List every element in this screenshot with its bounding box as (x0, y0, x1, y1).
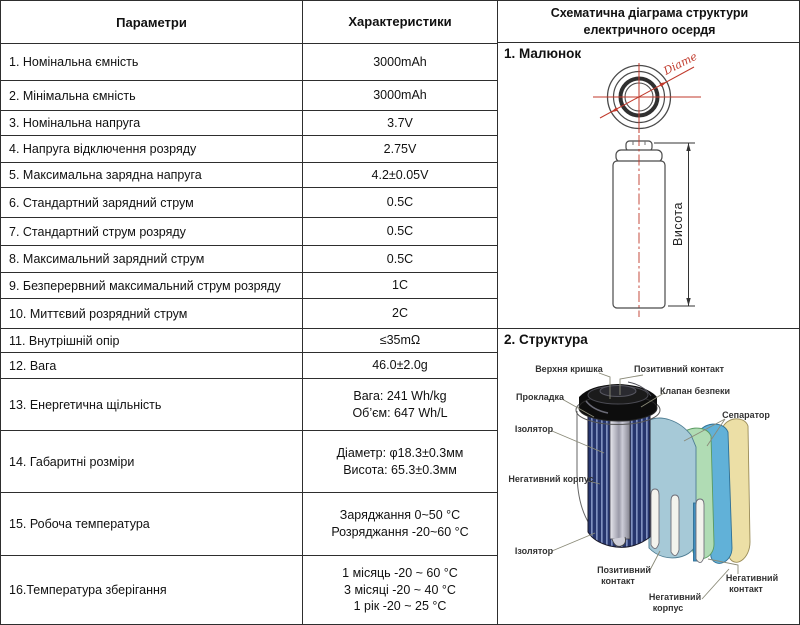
value-cell (303, 353, 497, 378)
negative-case-bottom-label-l1: Негативний (648, 592, 702, 602)
top-cap-label: Верхня кришка (535, 364, 603, 374)
table-row (1, 493, 497, 556)
battery-drawing (498, 43, 799, 328)
table-row (1, 163, 497, 188)
value-line: ≤35mΩ (379, 333, 421, 348)
table-row (1, 136, 497, 163)
separator-label: Сепаратор (722, 410, 770, 420)
table-row (1, 329, 497, 353)
value-cell (303, 163, 497, 187)
table-row (1, 556, 497, 624)
height-dimension-label: Висота (671, 202, 685, 246)
param-cell: 3. Номінальна напруга (1, 111, 303, 135)
value-cell (303, 218, 497, 245)
table-row (1, 218, 497, 246)
table-row (1, 246, 497, 273)
diameter-dimension-label: Diame (661, 49, 700, 78)
param-cell: 7. Стандартний струм розряду (1, 218, 303, 245)
table-row (1, 81, 497, 111)
gasket-label: Прокладка (515, 392, 565, 402)
value-cell (303, 44, 497, 80)
battery-top-view (593, 50, 701, 133)
value-cell (303, 246, 497, 272)
value-line: 1 рік -20 ~ 25 °C (353, 599, 447, 614)
positive-contact-bottom-label-l1: Позитивний (597, 565, 651, 575)
negative-contact-label-l1: Негативний (725, 573, 779, 583)
param-cell: 8. Максимальний зарядний струм (1, 246, 303, 272)
param-cell: 1. Номінальна ємність (1, 44, 303, 80)
value-cell (303, 273, 497, 298)
value-line: 0.5C (386, 224, 414, 239)
value-line: Заряджання 0~50 °C (339, 508, 461, 523)
value-line: 3.7V (387, 115, 413, 130)
schematic-panel (498, 1, 800, 624)
value-cell (303, 379, 497, 430)
value-line: 1C (392, 278, 408, 293)
battery-structure-illustration (498, 329, 799, 623)
figure-section (498, 43, 800, 329)
table-row (1, 299, 497, 329)
value-line: Вага: 241 Wh/kg (353, 388, 447, 403)
structure-section-title: 2. Структура (504, 332, 588, 347)
insulator-bottom-label: Ізолятор (514, 546, 554, 556)
table-row (1, 431, 497, 493)
schematic-title-line1: Схематична діаграма структури (550, 6, 749, 21)
positive-contact-top-label: Позитивний контакт (634, 364, 724, 374)
value-line: 2C (392, 306, 408, 321)
value-cell (303, 188, 497, 217)
insulator-top-label: Ізолятор (514, 424, 554, 434)
value-cell (303, 493, 497, 555)
value-line: 3000mAh (373, 88, 427, 103)
param-header-cell: Параметри (1, 1, 303, 43)
value-cell (303, 81, 497, 110)
negative-case-left-label: Негативний корпус (508, 474, 594, 484)
schematic-title-line2: електричного осердя (583, 22, 716, 37)
negative-contact-label-l2: контакт (729, 584, 763, 594)
table-row (1, 273, 497, 299)
value-line: 3 місяці -20 ~ 40 °C (344, 582, 456, 597)
value-line: 0.5C (386, 195, 414, 210)
value-line: Висота: 65.3±0.3мм (343, 462, 457, 477)
param-cell: 5. Максимальна зарядна напруга (1, 163, 303, 187)
spec-table (1, 1, 498, 624)
value-cell (303, 299, 497, 328)
param-cell: 14. Габаритні розміри (1, 431, 303, 492)
structure-section (498, 329, 800, 624)
value-line: 0.5C (386, 251, 414, 266)
table-row (1, 188, 497, 218)
table-row (1, 379, 497, 431)
value-line: 46.0±2.0g (372, 358, 428, 373)
safety-valve-label: Клапан безпеки (659, 386, 731, 396)
battery-side-view (613, 135, 695, 317)
value-line: 1 місяць -20 ~ 60 °C (342, 565, 458, 580)
table-row (1, 44, 497, 81)
spec-table-rows (1, 44, 497, 624)
param-cell: 12. Вага (1, 353, 303, 378)
value-cell (303, 329, 497, 352)
positive-contact-bottom-label-l2: контакт (601, 576, 635, 586)
param-cell: 9. Безперервний максимальний струм розряду (1, 273, 303, 298)
value-line: Об’єм: 647 Wh/L (352, 405, 448, 420)
value-line: 3000mAh (373, 54, 427, 69)
value-header-cell: Характеристики (348, 14, 452, 30)
schematic-title (498, 1, 800, 43)
value-cell (303, 556, 497, 624)
param-cell: 16.Температура зберігання (1, 556, 303, 624)
figure-section-title: 1. Малюнок (504, 46, 582, 61)
table-row (1, 353, 497, 379)
negative-case-bottom-label-l2: корпус (652, 603, 684, 613)
param-cell: 13. Енергетична щільність (1, 379, 303, 430)
param-cell: 15. Робоча температура (1, 493, 303, 555)
table-row (1, 111, 497, 136)
value-line: Розряджання -20~60 °C (331, 525, 469, 539)
param-cell: 10. Миттєвий розрядний струм (1, 299, 303, 328)
param-cell: 6. Стандартний зарядний струм (1, 188, 303, 217)
param-cell: 11. Внутрішній опір (1, 329, 303, 352)
value-line: 2.75V (383, 141, 417, 156)
value-cell (303, 136, 497, 162)
value-line: Діаметр: φ18.3±0.3мм (336, 445, 464, 460)
param-cell: 4. Напруга відключення розряду (1, 136, 303, 162)
value-line: 4.2±0.05V (371, 167, 429, 182)
param-cell: 2. Мінімальна ємність (1, 81, 303, 110)
value-cell (303, 111, 497, 135)
value-cell (303, 431, 497, 492)
table-header-row (1, 1, 497, 44)
